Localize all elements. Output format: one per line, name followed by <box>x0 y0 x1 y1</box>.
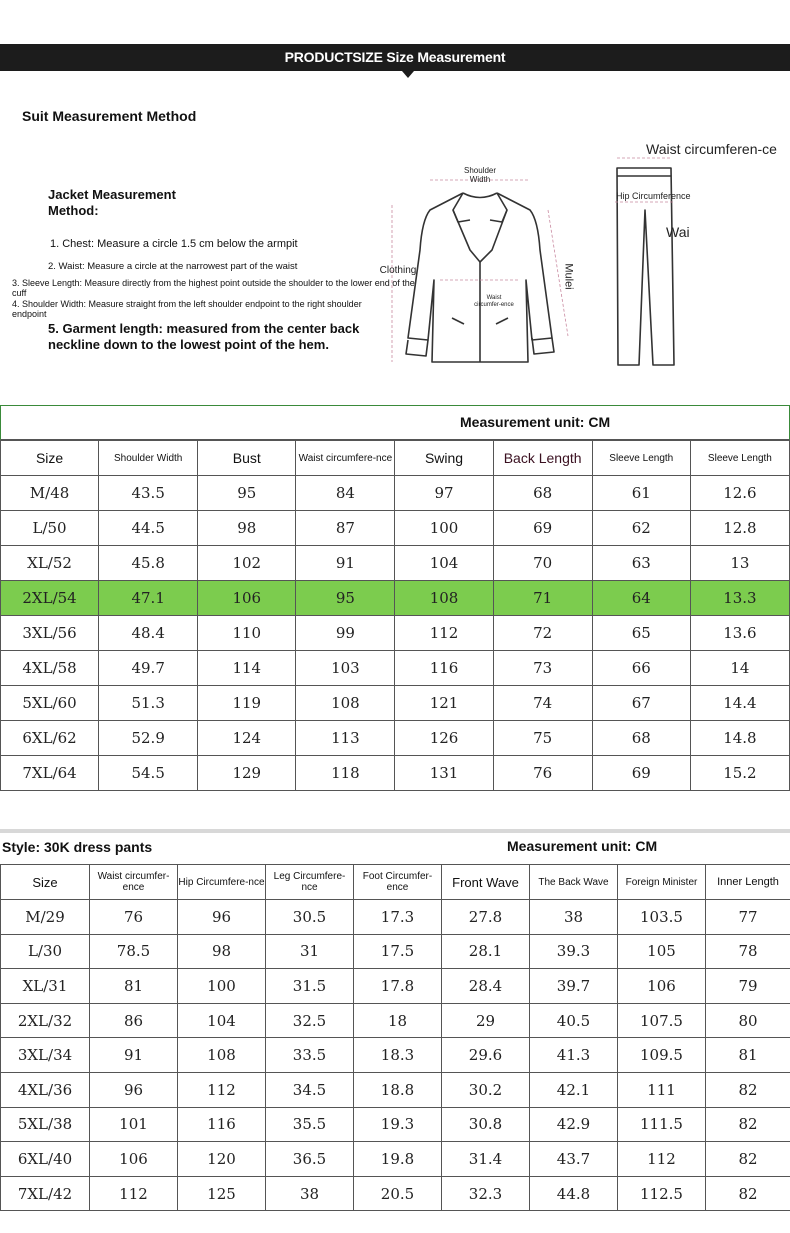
value-cell: 43.5 <box>99 476 198 511</box>
size-cell: 7XL/42 <box>1 1176 90 1211</box>
value-cell: 17.3 <box>354 900 442 935</box>
value-cell: 18.3 <box>354 1038 442 1073</box>
value-cell: 17.5 <box>354 934 442 969</box>
value-cell: 96 <box>90 1072 178 1107</box>
value-cell: 19.8 <box>354 1142 442 1177</box>
value-cell: 106 <box>198 581 296 616</box>
value-cell: 14.4 <box>690 686 789 721</box>
label-wai: Wai <box>666 224 690 240</box>
size-cell: M/29 <box>1 900 90 935</box>
value-cell: 96 <box>178 900 266 935</box>
col-header: Waist circumfere-nce <box>296 441 395 476</box>
value-cell: 108 <box>395 581 493 616</box>
value-cell: 67 <box>592 686 690 721</box>
title-banner <box>0 44 790 71</box>
label-hip-circumference: Hip Circumference <box>616 191 691 201</box>
col-header: Shoulder Width <box>99 441 198 476</box>
label-mulei: Mulei <box>562 263 575 290</box>
pants-divider <box>0 829 790 833</box>
table-row <box>1 511 790 546</box>
value-cell: 107.5 <box>618 1003 706 1038</box>
table-row <box>1 721 790 756</box>
table-row <box>1 1107 790 1142</box>
value-cell: 20.5 <box>354 1176 442 1211</box>
value-cell: 124 <box>198 721 296 756</box>
col-header: Bust <box>198 441 296 476</box>
value-cell: 32.3 <box>442 1176 530 1211</box>
value-cell: 28.4 <box>442 969 530 1004</box>
value-cell: 82 <box>706 1072 790 1107</box>
value-cell: 102 <box>198 546 296 581</box>
garment-diagram <box>370 141 790 380</box>
value-cell: 19.3 <box>354 1107 442 1142</box>
value-cell: 68 <box>493 476 592 511</box>
size-cell: XL/31 <box>1 969 90 1004</box>
col-header: Sleeve Length <box>690 441 789 476</box>
col-header: Inner Length <box>706 865 790 900</box>
value-cell: 82 <box>706 1142 790 1177</box>
table-row <box>1 969 790 1004</box>
table-row <box>1 616 790 651</box>
size-cell: 5XL/38 <box>1 1107 90 1142</box>
value-cell: 49.7 <box>99 651 198 686</box>
value-cell: 36.5 <box>266 1142 354 1177</box>
value-cell: 95 <box>296 581 395 616</box>
value-cell: 18.8 <box>354 1072 442 1107</box>
value-cell: 48.4 <box>99 616 198 651</box>
col-header: Waist circumfer-ence <box>90 865 178 900</box>
size-cell: 4XL/58 <box>1 651 99 686</box>
size-cell: L/30 <box>1 934 90 969</box>
table-row <box>1 1072 790 1107</box>
value-cell: 125 <box>178 1176 266 1211</box>
value-cell: 31 <box>266 934 354 969</box>
value-cell: 111.5 <box>618 1107 706 1142</box>
value-cell: 44.8 <box>530 1176 618 1211</box>
value-cell: 112.5 <box>618 1176 706 1211</box>
col-header: Hip Circumfere-nce <box>178 865 266 900</box>
size-cell: 2XL/32 <box>1 1003 90 1038</box>
value-cell: 40.5 <box>530 1003 618 1038</box>
table-row <box>1 934 790 969</box>
value-cell: 14.8 <box>690 721 789 756</box>
value-cell: 95 <box>198 476 296 511</box>
garment-drawing <box>370 150 790 380</box>
value-cell: 79 <box>706 969 790 1004</box>
value-cell: 111 <box>618 1072 706 1107</box>
value-cell: 63 <box>592 546 690 581</box>
col-header: Size <box>1 865 90 900</box>
value-cell: 103.5 <box>618 900 706 935</box>
value-cell: 39.3 <box>530 934 618 969</box>
table-row <box>1 651 790 686</box>
value-cell: 81 <box>706 1038 790 1073</box>
jacket-method-heading: Jacket Measurement Method: <box>48 187 176 218</box>
size-cell: 5XL/60 <box>1 686 99 721</box>
value-cell: 30.2 <box>442 1072 530 1107</box>
value-cell: 110 <box>198 616 296 651</box>
value-cell: 13 <box>690 546 789 581</box>
value-cell: 62 <box>592 511 690 546</box>
value-cell: 82 <box>706 1176 790 1211</box>
value-cell: 113 <box>296 721 395 756</box>
value-cell: 86 <box>90 1003 178 1038</box>
value-cell: 129 <box>198 756 296 791</box>
col-header: Front Wave <box>442 865 530 900</box>
value-cell: 35.5 <box>266 1107 354 1142</box>
value-cell: 29 <box>442 1003 530 1038</box>
label-waist-circumference: Waist circumferen-ce <box>646 141 777 157</box>
value-cell: 91 <box>296 546 395 581</box>
value-cell: 119 <box>198 686 296 721</box>
value-cell: 74 <box>493 686 592 721</box>
value-cell: 104 <box>178 1003 266 1038</box>
value-cell: 80 <box>706 1003 790 1038</box>
instruction-step: 5. Garment length: measured from the center back neckline down to the lowest point of the hem. <box>48 321 360 352</box>
value-cell: 12.8 <box>690 511 789 546</box>
value-cell: 43.7 <box>530 1142 618 1177</box>
value-cell: 44.5 <box>99 511 198 546</box>
value-cell: 78.5 <box>90 934 178 969</box>
table-header <box>1 865 790 900</box>
value-cell: 64 <box>592 581 690 616</box>
value-cell: 105 <box>618 934 706 969</box>
value-cell: 68 <box>592 721 690 756</box>
value-cell: 98 <box>198 511 296 546</box>
value-cell: 28.1 <box>442 934 530 969</box>
value-cell: 75 <box>493 721 592 756</box>
value-cell: 106 <box>618 969 706 1004</box>
value-cell: 14 <box>690 651 789 686</box>
table-row <box>1 476 790 511</box>
value-cell: 69 <box>493 511 592 546</box>
size-cell: 6XL/40 <box>1 1142 90 1177</box>
col-header: Swing <box>395 441 493 476</box>
value-cell: 100 <box>178 969 266 1004</box>
value-cell: 109.5 <box>618 1038 706 1073</box>
table-row <box>1 900 790 935</box>
pants-style-label: Style: 30K dress pants <box>2 839 153 855</box>
value-cell: 70 <box>493 546 592 581</box>
instruction-step: 1. Chest: Measure a circle 1.5 cm below the armpit <box>50 238 298 250</box>
instruction-step: 2. Waist: Measure a circle at the narrowest part of the waist <box>48 261 298 272</box>
size-cell: 7XL/64 <box>1 756 99 791</box>
value-cell: 51.3 <box>99 686 198 721</box>
banner-notch <box>402 71 414 78</box>
value-cell: 112 <box>395 616 493 651</box>
value-cell: 66 <box>592 651 690 686</box>
table-row <box>1 756 790 791</box>
label-waist-small: Waist circumfer-ence <box>474 295 514 308</box>
size-cell: 4XL/36 <box>1 1072 90 1107</box>
value-cell: 98 <box>178 934 266 969</box>
instruction-step: 3. Sleeve Length: Measure directly from the highest point outside the shoulder to the lower end of the cuff <box>12 278 415 298</box>
value-cell: 97 <box>395 476 493 511</box>
value-cell: 82 <box>706 1107 790 1142</box>
value-cell: 38 <box>266 1176 354 1211</box>
value-cell: 54.5 <box>99 756 198 791</box>
value-cell: 15.2 <box>690 756 789 791</box>
section-title: Suit Measurement Method <box>22 108 197 124</box>
value-cell: 103 <box>296 651 395 686</box>
value-cell: 73 <box>493 651 592 686</box>
value-cell: 108 <box>178 1038 266 1073</box>
value-cell: 106 <box>90 1142 178 1177</box>
value-cell: 33.5 <box>266 1038 354 1073</box>
value-cell: 77 <box>706 900 790 935</box>
col-header: Foreign Minister <box>618 865 706 900</box>
value-cell: 81 <box>90 969 178 1004</box>
col-header: The Back Wave <box>530 865 618 900</box>
value-cell: 41.3 <box>530 1038 618 1073</box>
value-cell: 120 <box>178 1142 266 1177</box>
value-cell: 30.8 <box>442 1107 530 1142</box>
table-row <box>1 1142 790 1177</box>
value-cell: 121 <box>395 686 493 721</box>
pants-size-table <box>0 864 790 1211</box>
col-header: Size <box>1 441 99 476</box>
jacket-unit-bar <box>0 405 790 440</box>
value-cell: 31.5 <box>266 969 354 1004</box>
value-cell: 32.5 <box>266 1003 354 1038</box>
value-cell: 17.8 <box>354 969 442 1004</box>
value-cell: 100 <box>395 511 493 546</box>
label-shoulder-width: Shoulder Width <box>463 166 497 184</box>
value-cell: 39.7 <box>530 969 618 1004</box>
value-cell: 61 <box>592 476 690 511</box>
col-header: Foot Circumfer-ence <box>354 865 442 900</box>
table-row <box>1 1038 790 1073</box>
value-cell: 108 <box>296 686 395 721</box>
value-cell: 112 <box>178 1072 266 1107</box>
value-cell: 116 <box>395 651 493 686</box>
value-cell: 78 <box>706 934 790 969</box>
value-cell: 12.6 <box>690 476 789 511</box>
value-cell: 45.8 <box>99 546 198 581</box>
value-cell: 38 <box>530 900 618 935</box>
value-cell: 76 <box>493 756 592 791</box>
value-cell: 42.9 <box>530 1107 618 1142</box>
value-cell: 118 <box>296 756 395 791</box>
value-cell: 27.8 <box>442 900 530 935</box>
table-row <box>1 686 790 721</box>
size-cell: L/50 <box>1 511 99 546</box>
value-cell: 104 <box>395 546 493 581</box>
value-cell: 112 <box>90 1176 178 1211</box>
table-row <box>1 1003 790 1038</box>
col-header: Back Length <box>493 441 592 476</box>
size-cell: XL/52 <box>1 546 99 581</box>
pants-unit-label: Measurement unit: CM <box>507 838 658 854</box>
value-cell: 18 <box>354 1003 442 1038</box>
value-cell: 71 <box>493 581 592 616</box>
col-header: Leg Circumfere-nce <box>266 865 354 900</box>
table-row <box>1 546 790 581</box>
value-cell: 30.5 <box>266 900 354 935</box>
size-cell: 2XL/54 <box>1 581 99 616</box>
value-cell: 116 <box>178 1107 266 1142</box>
value-cell: 31.4 <box>442 1142 530 1177</box>
value-cell: 114 <box>198 651 296 686</box>
size-cell: 6XL/62 <box>1 721 99 756</box>
value-cell: 65 <box>592 616 690 651</box>
value-cell: 84 <box>296 476 395 511</box>
value-cell: 13.3 <box>690 581 789 616</box>
banner-title: PRODUCTSIZE Size Measurement <box>284 49 506 65</box>
value-cell: 42.1 <box>530 1072 618 1107</box>
value-cell: 91 <box>90 1038 178 1073</box>
value-cell: 72 <box>493 616 592 651</box>
value-cell: 76 <box>90 900 178 935</box>
value-cell: 47.1 <box>99 581 198 616</box>
jacket-size-table <box>0 440 790 791</box>
value-cell: 69 <box>592 756 690 791</box>
value-cell: 126 <box>395 721 493 756</box>
table-row <box>1 1176 790 1211</box>
value-cell: 131 <box>395 756 493 791</box>
label-clothing: Clothing <box>379 265 417 276</box>
value-cell: 29.6 <box>442 1038 530 1073</box>
value-cell: 101 <box>90 1107 178 1142</box>
table-header <box>1 441 790 476</box>
value-cell: 99 <box>296 616 395 651</box>
col-header: Sleeve Length <box>592 441 690 476</box>
jacket-unit-label: Measurement unit: CM <box>460 414 611 430</box>
value-cell: 34.5 <box>266 1072 354 1107</box>
size-cell: 3XL/56 <box>1 616 99 651</box>
value-cell: 13.6 <box>690 616 789 651</box>
size-cell: 3XL/34 <box>1 1038 90 1073</box>
value-cell: 112 <box>618 1142 706 1177</box>
value-cell: 87 <box>296 511 395 546</box>
table-row <box>1 581 790 616</box>
size-cell: M/48 <box>1 476 99 511</box>
instruction-step: 4. Shoulder Width: Measure straight from the left shoulder endpoint to the right shoulder endpoint <box>12 299 362 319</box>
value-cell: 52.9 <box>99 721 198 756</box>
